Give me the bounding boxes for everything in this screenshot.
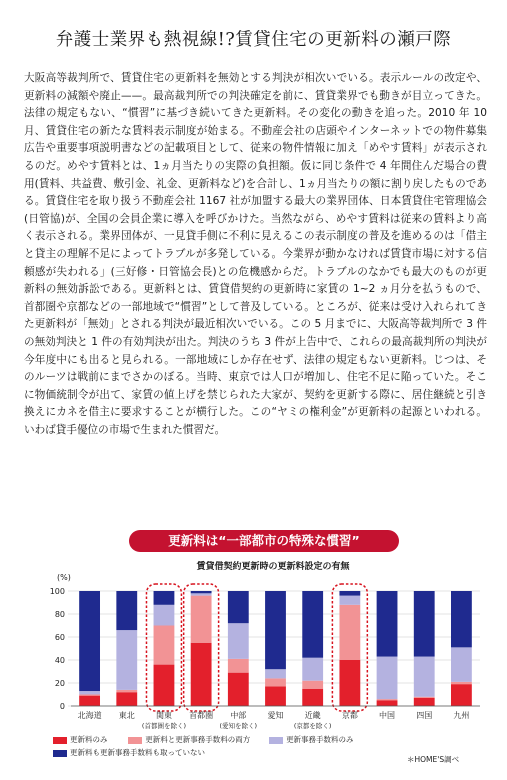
bar-segment-1 [79, 696, 100, 706]
bar-segment-3 [265, 669, 286, 678]
x-tick-sublabel: (京都を除く) [293, 722, 332, 730]
x-tick-label: 北海道 [77, 711, 102, 720]
bar-segment-4 [191, 591, 212, 593]
bar-segment-4 [414, 591, 435, 657]
x-tick-label: 九州 [453, 711, 470, 720]
bar-segment-2 [79, 695, 100, 696]
x-tick-label: 近畿 [304, 711, 321, 720]
x-tick-sublabel: (愛知を除く) [219, 722, 258, 730]
x-tick-label: 四国 [416, 711, 433, 720]
chart-subtitle: 賃貸借契約更新時の更新料設定の有無 [196, 562, 350, 572]
bar-segment-1 [191, 643, 212, 706]
bar-segment-2 [191, 596, 212, 643]
bar-segment-3 [79, 691, 100, 694]
bar-segment-1 [302, 689, 323, 706]
bar-segment-2 [302, 681, 323, 689]
bar-segment-3 [302, 658, 323, 681]
bar-segment-1 [414, 698, 435, 706]
bar-segment-1 [154, 665, 175, 706]
bar-segment-4 [302, 591, 323, 658]
legend-item-3 [269, 735, 354, 744]
bar-segment-4 [154, 591, 175, 605]
legend-item-1 [53, 735, 108, 744]
legend-swatch [53, 750, 67, 757]
bar-segment-1 [451, 684, 472, 706]
bar-segment-3 [451, 647, 472, 682]
bar-segment-3 [339, 596, 360, 605]
bar-segment-1 [116, 692, 137, 706]
bar-segment-3 [377, 657, 398, 700]
chart-title: 更新料は“一部都市の特殊な慣習” [168, 533, 360, 548]
legend-row-2 [53, 748, 205, 758]
bar-segment-4 [265, 591, 286, 669]
y-tick-label: 100 [49, 587, 65, 596]
bar-segment-2 [228, 659, 249, 673]
bar-segment-4 [339, 591, 360, 596]
y-tick-label: 20 [54, 679, 65, 688]
stacked-bar-chart [33, 528, 485, 733]
bar-segment-3 [154, 605, 175, 626]
legend-swatch [269, 737, 283, 744]
x-tick-label: 関東 [155, 711, 172, 720]
bar-segment-1 [377, 700, 398, 706]
article-body: 大阪高等裁判所で、賃貸住宅の更新料を無効とする判決が相次いでいる。表示ルールの改定や、更新料の減額や廃止——。最高裁判所での判決確定を前に、賃貸業界でも動きが目立ってきた。法律の規定もない、“慣習”に基づき続いてきた更新料。その変化の動きを追った。2010 年 10 月、賃貸住宅の新たな賃料表示制度が始まる。不動産会社の店頭やインターネットでの物件募集広告や重要事項説明書などの記載項目として、従来の物件情報に加え「めやす賃料」が表示されるのだ。めやす賃料とは、1ヵ月当たりの実際の負担額。仮に同じ条件で 4 年間住んだ場合の費用(賃料、共益費、敷引金、礼金、更新料など)を合計し、1ヵ月当たりの額に割り戻したものである。賃貸住宅を取り扱う不動産会社 1167 社が加盟する最大の業界団体、日本賃貸住宅管理協会(日管協)が、全国の会員企業に導入を呼びかけた。当然ながら、めやす賃料は従来の賃料より高く表示される。業界団体が、一見貸手側に不利に見えるこの表示制度の普及を進めるのは「借主と貸主の理解不足によってトラブルが多発している。今業界が動かなければ賃貸市場に対する信頼感が失われる」(三好修・日管協会長)との危機感からだ。トラブルのなかでも最大のものが更新料の無効訴訟である。更新料とは、賃貸借契約の更新時に家賃の 1~2 ヵ月分を払うもので、首都圏や京都などの一部地域で“慣習”として普及している。ところが、従来は受け入れられてきた更新料が「無効」とされる判決が最近相次いでいる。この 5 月までに、大阪高等裁判所で 3 件の無効判決と 1 件の有効判決が出た。判決のうち 3 件が上告中で、これらの最高裁判所の判決が今年度中にも出ると見られる。一部地域にしか存在せず、法律の規定もない更新料。じつは、そのルーツは戦前にまでさかのぼる。当時、東京では人口が増加し、住宅不足に陥っていた。そこに物価統制令が出て、家賃の値上げを禁じられた大家が、契約を更新する際に、居住継続と引き換えにカネを借主に要求することが横行した。この“ヤミの権利金”が更新料の起源といわれる。いわば貸手優位の市場で生まれた慣習だ。 [24, 72, 487, 436]
bar-segment-4 [377, 591, 398, 657]
bar-segment-2 [116, 690, 137, 692]
x-tick-label: 首都圏 [189, 711, 214, 720]
legend-item-4 [53, 748, 205, 757]
legend-swatch [128, 737, 142, 744]
x-tick-label: 中国 [379, 711, 396, 720]
y-axis-unit: (%) [57, 573, 71, 582]
chart-source: ＊HOME'S調べ [407, 755, 460, 764]
bar-segment-3 [414, 657, 435, 697]
bar-segment-4 [451, 591, 472, 647]
bar-segment-1 [265, 686, 286, 706]
bar-segment-4 [228, 591, 249, 623]
bar-segment-2 [414, 697, 435, 698]
chart-figure [33, 528, 485, 768]
bar-segment-1 [339, 660, 360, 706]
bar-segment-2 [451, 682, 472, 684]
bar-segment-4 [116, 591, 137, 630]
y-tick-label: 0 [59, 702, 65, 711]
legend-label: 更新料も更新事務手数料も取っていない [70, 748, 205, 757]
bar-segment-2 [377, 699, 398, 700]
y-tick-label: 40 [54, 656, 65, 665]
bar-segment-2 [339, 605, 360, 660]
bar-segment-3 [191, 593, 212, 595]
x-tick-label: 東北 [118, 711, 135, 720]
legend-row-1 [53, 735, 354, 745]
bar-segment-3 [116, 630, 137, 690]
legend-swatch [53, 737, 67, 744]
bar-segment-3 [228, 623, 249, 659]
legend-label: 更新事務手数料のみ [286, 735, 354, 744]
x-tick-label: 京都 [341, 711, 358, 720]
legend-label: 更新料と更新事務手数料の両方 [145, 735, 251, 744]
x-tick-label: 愛知 [267, 711, 284, 720]
bar-segment-1 [228, 673, 249, 706]
bar-segment-2 [265, 678, 286, 686]
bar-segment-4 [79, 591, 100, 691]
y-tick-label: 60 [54, 633, 65, 642]
x-tick-label: 中部 [230, 711, 247, 720]
legend-label: 更新料のみ [70, 735, 108, 744]
legend-item-2 [128, 735, 250, 744]
y-tick-label: 80 [54, 610, 65, 619]
article-title: 弁護士業界も熱視線!?賃貸住宅の更新料の瀬戸際 [55, 30, 452, 50]
bar-segment-2 [154, 626, 175, 665]
x-tick-sublabel: (首都圏を除く) [141, 722, 186, 730]
